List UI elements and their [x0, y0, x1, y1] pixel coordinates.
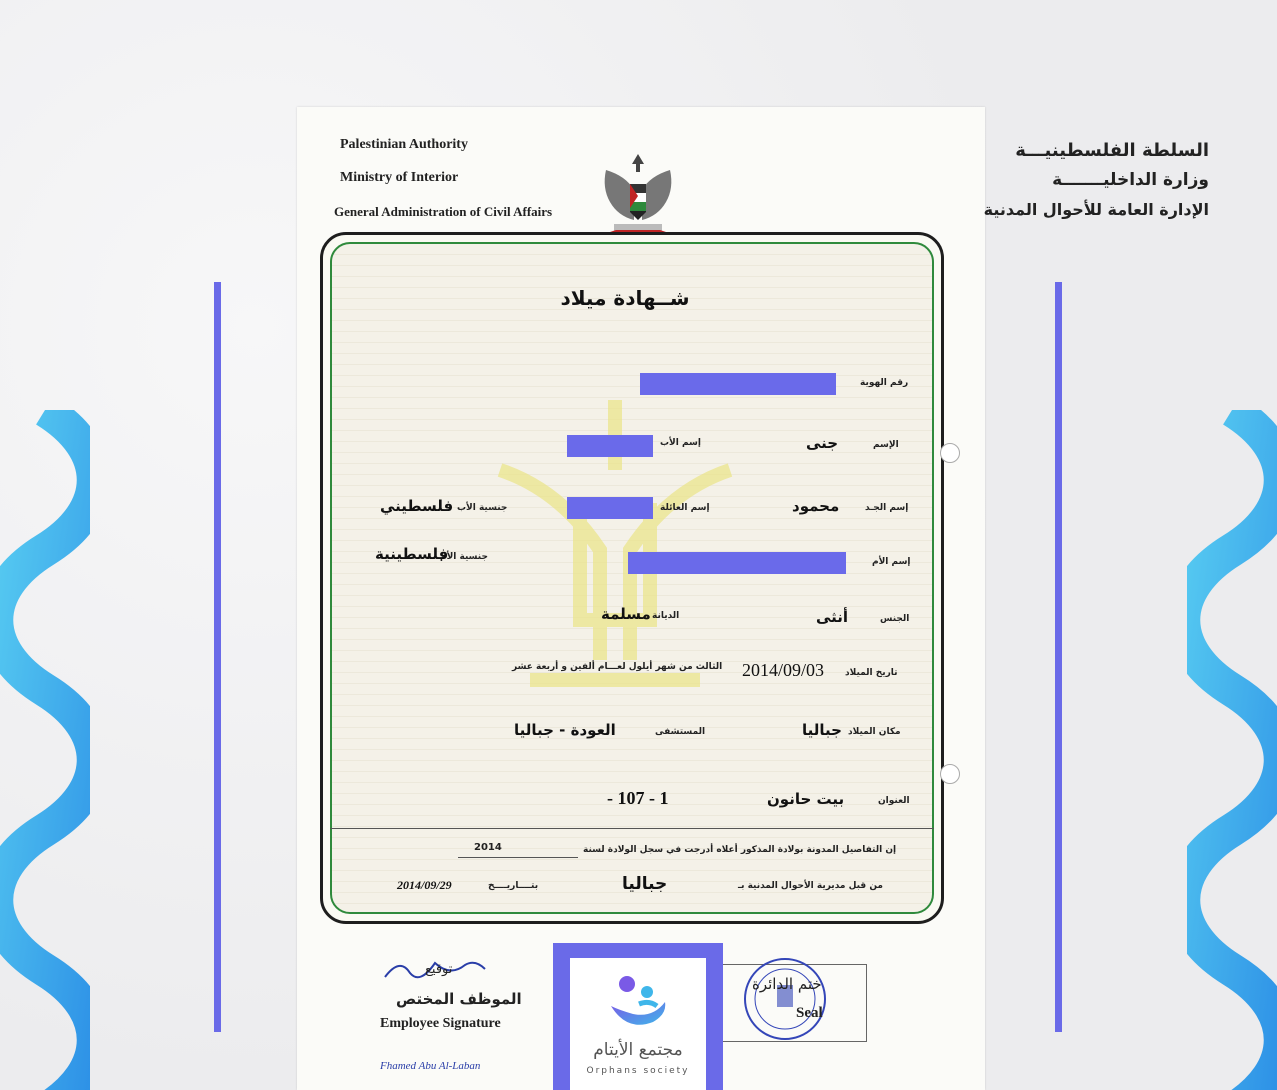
address-number: 1 - 107 - [607, 788, 669, 808]
left-accent-bar [214, 282, 221, 1032]
hospital-value: العودة - جباليا [514, 721, 616, 739]
signer-name: Fhamed Abu Al-Laban [380, 1060, 481, 1072]
father-nationality-value: فلسطيني [380, 497, 454, 515]
sex-label: الجنس [880, 614, 910, 624]
father-name-label: إسم الأب [660, 438, 701, 448]
header-ar-administration: الإدارة العامة للأحوال المدنية [983, 200, 1209, 219]
section-divider [330, 828, 934, 829]
dob-in-words: الثالث من شهر أيلول لعـــام ألفين و أربعة عشر [512, 662, 723, 672]
register-statement: إن التفاصيل المدونة بولادة المذكور أعلاه أدرجت في سجل الولادة لسنة [583, 845, 897, 855]
grandfather-value: محمود [792, 497, 840, 515]
address-value: بيت حانون [767, 790, 845, 808]
official-stamp [735, 955, 835, 1043]
name-label: الإسم [873, 440, 899, 450]
header-en-authority: Palestinian Authority [340, 137, 468, 152]
family-name-label: إسم العائلة [660, 503, 710, 513]
father-name-redaction [567, 435, 653, 457]
logo-name-ar: مجتمع الأيتام [593, 1040, 683, 1060]
religion-value: مسلمة [601, 605, 651, 623]
religion-label: الديانة [652, 611, 680, 621]
punch-hole-top [940, 443, 960, 463]
issue-date: 2014/09/29 [397, 878, 452, 892]
pob-value: جباليا [802, 721, 842, 739]
header-en-ministry: Ministry of Interior [340, 170, 459, 185]
father-nationality-label: جنسية الأب [457, 503, 508, 513]
office-statement: من قبل مديرية الأحوال المدنية بـ [738, 881, 883, 891]
dob-label: تاريخ الميلاد [845, 668, 898, 678]
hospital-label: المستشفى [655, 727, 706, 737]
logo-name-en: Orphans society [586, 1066, 690, 1076]
seal-label-en: Seal [796, 1005, 823, 1021]
grandfather-label: إسم الجـد [865, 503, 909, 513]
header-ar-ministry: وزارة الداخليـــــــة [1052, 170, 1209, 190]
right-wave-decoration [1187, 410, 1277, 1090]
register-year: 2014 [474, 842, 502, 853]
office-value: جباليا [622, 874, 668, 894]
mother-nationality-value: فلسطينية [375, 545, 449, 563]
name-value: جنى [806, 434, 839, 452]
mother-name-label: إسم الأم [872, 557, 911, 567]
dob-value: 2014/09/03 [742, 660, 825, 680]
mother-name-redaction [628, 552, 846, 574]
right-accent-bar [1055, 282, 1062, 1032]
mother-nationality-label: جنسية الأم [440, 552, 488, 562]
id-number-redaction [640, 373, 836, 395]
address-label: العنوان [878, 796, 910, 806]
sex-value: أنثى [816, 608, 849, 626]
left-wave-decoration [0, 410, 90, 1090]
pob-label: مكان الميلاد [848, 727, 901, 737]
register-year-line [458, 857, 578, 858]
orphans-society-logo-icon [603, 966, 673, 1036]
header-ar-authority: السلطة الفلسطينيـــة [1015, 140, 1209, 161]
signature-label-ar: توقيع [425, 962, 453, 977]
id-label: رقم الهوية [860, 378, 909, 388]
punch-hole-bottom [940, 764, 960, 784]
employee-label-ar: الموظف المختص [396, 990, 522, 1008]
palestinian-eagle-emblem [596, 150, 680, 242]
seal-label-ar: ختم الدائرة [752, 975, 822, 993]
family-name-redaction [567, 497, 653, 519]
header-en-administration: General Administration of Civil Affairs [334, 204, 553, 219]
emblem-watermark [470, 380, 760, 710]
employee-signature-label: Employee Signature [380, 1016, 501, 1031]
issue-date-prefix: بتــــاريــــخ [488, 881, 539, 891]
certificate-title: شــهادة ميلاد [560, 286, 690, 310]
